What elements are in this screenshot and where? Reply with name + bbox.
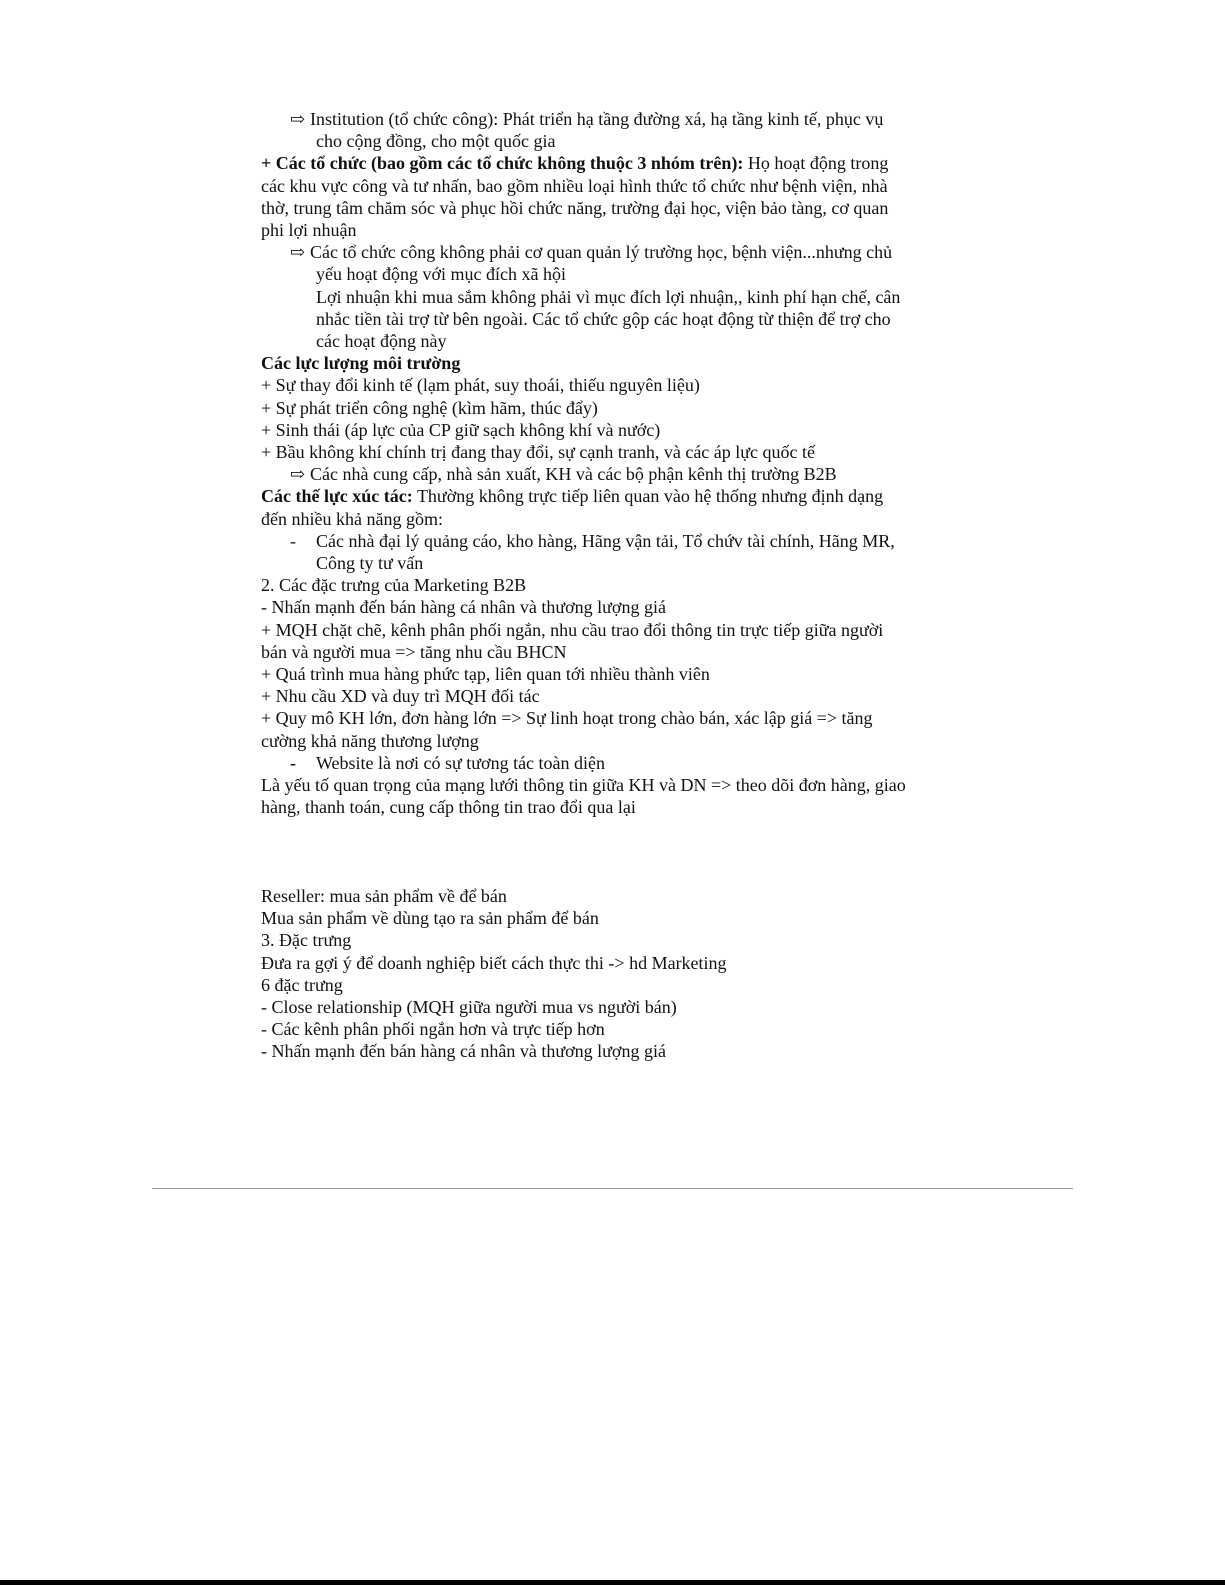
text-line: cường khả năng thương lượng xyxy=(261,730,479,751)
text-line: 6 đặc trưng xyxy=(261,974,343,995)
text-line: hàng, thanh toán, cung cấp thông tin trao đổi qua lại xyxy=(261,797,636,818)
bullet-line xyxy=(261,241,966,263)
text-line: + Sự phát triển công nghệ (kìm hãm, thúc đẩy) xyxy=(261,397,598,418)
text-line: thờ, trung tâm chăm sóc và phục hồi chức năng, trường đại học, viện bảo tàng, cơ quan xyxy=(261,197,889,218)
section-heading: 3. Đặc trưng xyxy=(261,930,352,951)
text-line: Là yếu tố quan trọng của mạng lưới thông tin giữa KH và DN => theo dõi đơn hàng, giao xyxy=(261,775,906,796)
text-line: các khu vực công và tư nhấn, bao gồm nhiều loại hình thức tổ chức như bệnh viện, nhà xyxy=(261,175,888,196)
text: Họ hoạt động trong xyxy=(743,153,889,174)
text-line: + MQH chặt chẽ, kênh phân phối ngắn, nhu cầu trao đổi thông tin trực tiếp giữa người xyxy=(261,619,884,640)
arrow-bullet-icon: ⇨ xyxy=(290,109,306,129)
text-line: + Quá trình mua hàng phức tạp, liên quan tới nhiều thành viên xyxy=(261,664,710,685)
text-line: các hoạt động này xyxy=(316,331,447,352)
bold-heading: Các thế lực xúc tác: xyxy=(261,486,413,507)
dash-bullet-icon: - xyxy=(290,752,296,773)
text-line: Công ty tư vấn xyxy=(316,553,424,574)
text-line: yếu hoạt động với mục đích xã hội xyxy=(316,264,566,285)
bullet-line xyxy=(261,752,966,774)
text-line: cho cộng đồng, cho một quốc gia xyxy=(316,131,556,152)
bullet-line xyxy=(261,108,966,130)
text-line: nhắc tiền tài trợ từ bên ngoài. Các tổ chức gộp các hoạt động từ thiện để trợ cho xyxy=(316,308,891,329)
page-divider xyxy=(152,1188,1073,1189)
text-line: + Quy mô KH lớn, đơn hàng lớn => Sự linh hoạt trong chào bán, xác lập giá => tăng xyxy=(261,708,873,729)
text-line: - Close relationship (MQH giữa người mua vs người bán) xyxy=(261,997,677,1018)
text-line: bán và người mua => tăng nhu cầu BHCN xyxy=(261,641,567,662)
text: Thường không trực tiếp liên quan vào hệ thống nhưng định dạng xyxy=(412,486,884,507)
bold-heading: + Các tổ chức (bao gồm các tổ chức không thuộc 3 nhóm trên): xyxy=(261,153,744,174)
text-line: + Sự thay đổi kinh tế (lạm phát, suy thoái, thiếu nguyên liệu) xyxy=(261,375,700,396)
text-line: Lợi nhuận khi mua sắm không phải vì mục đích lợi nhuận,, kinh phí hạn chế, cân xyxy=(316,286,901,307)
arrow-bullet-icon: ⇨ xyxy=(290,242,306,263)
text-line: + Nhu cầu XD và duy trì MQH đối tác xyxy=(261,686,540,707)
section-heading: 2. Các đặc trưng của Marketing B2B xyxy=(261,575,527,596)
paragraph-line xyxy=(261,485,966,507)
text-line: - Nhấn mạnh đến bán hàng cá nhân và thương lượng giá xyxy=(261,1041,666,1062)
bullet-line xyxy=(261,530,966,552)
dash-bullet-icon: - xyxy=(290,530,296,551)
text-line: - Nhấn mạnh đến bán hàng cá nhân và thương lượng giá xyxy=(261,597,666,618)
spacer xyxy=(261,819,966,886)
text-line: Reseller: mua sản phẩm về để bán xyxy=(261,886,507,906)
bullet-line xyxy=(261,463,966,485)
text: Các tổ chức công không phải cơ quan quản lý trường học, bệnh viện...nhưng chủ xyxy=(310,242,893,263)
text-line: + Sinh thái (áp lực của CP giữ sạch không khí và nước) xyxy=(261,419,661,440)
bottom-border xyxy=(0,1580,1225,1585)
text-line: phi lợi nhuận xyxy=(261,220,357,241)
text-line: - Các kênh phân phối ngắn hơn và trực tiếp hơn xyxy=(261,1019,605,1040)
document-body xyxy=(261,108,966,1063)
text: Institution (tổ chức công): Phát triển hạ tầng đường xá, hạ tầng kinh tế, phục vụ xyxy=(310,109,884,129)
text: Các nhà đại lý quảng cáo, kho hàng, Hãng vận tải, Tổ chứv tài chính, Hãng MR, xyxy=(316,530,895,551)
text-line: Đưa ra gợi ý để doanh nghiệp biết cách thực thi -> hd Marketing xyxy=(261,952,727,973)
text-line: đến nhiều khả năng gồm: xyxy=(261,508,443,529)
text: Các nhà cung cấp, nhà sản xuất, KH và các bộ phận kênh thị trường B2B xyxy=(310,464,837,485)
paragraph-line xyxy=(261,152,966,174)
text-line: + Bầu không khí chính trị đang thay đổi, sự cạnh tranh, và các áp lực quốc tế xyxy=(261,442,816,463)
arrow-bullet-icon: ⇨ xyxy=(290,464,306,485)
text: Website là nơi có sự tương tác toàn diện xyxy=(316,752,606,773)
section-heading: Các lực lượng môi trường xyxy=(261,353,461,374)
text-line: Mua sản phẩm về dùng tạo ra sản phẩm để bán xyxy=(261,908,599,929)
